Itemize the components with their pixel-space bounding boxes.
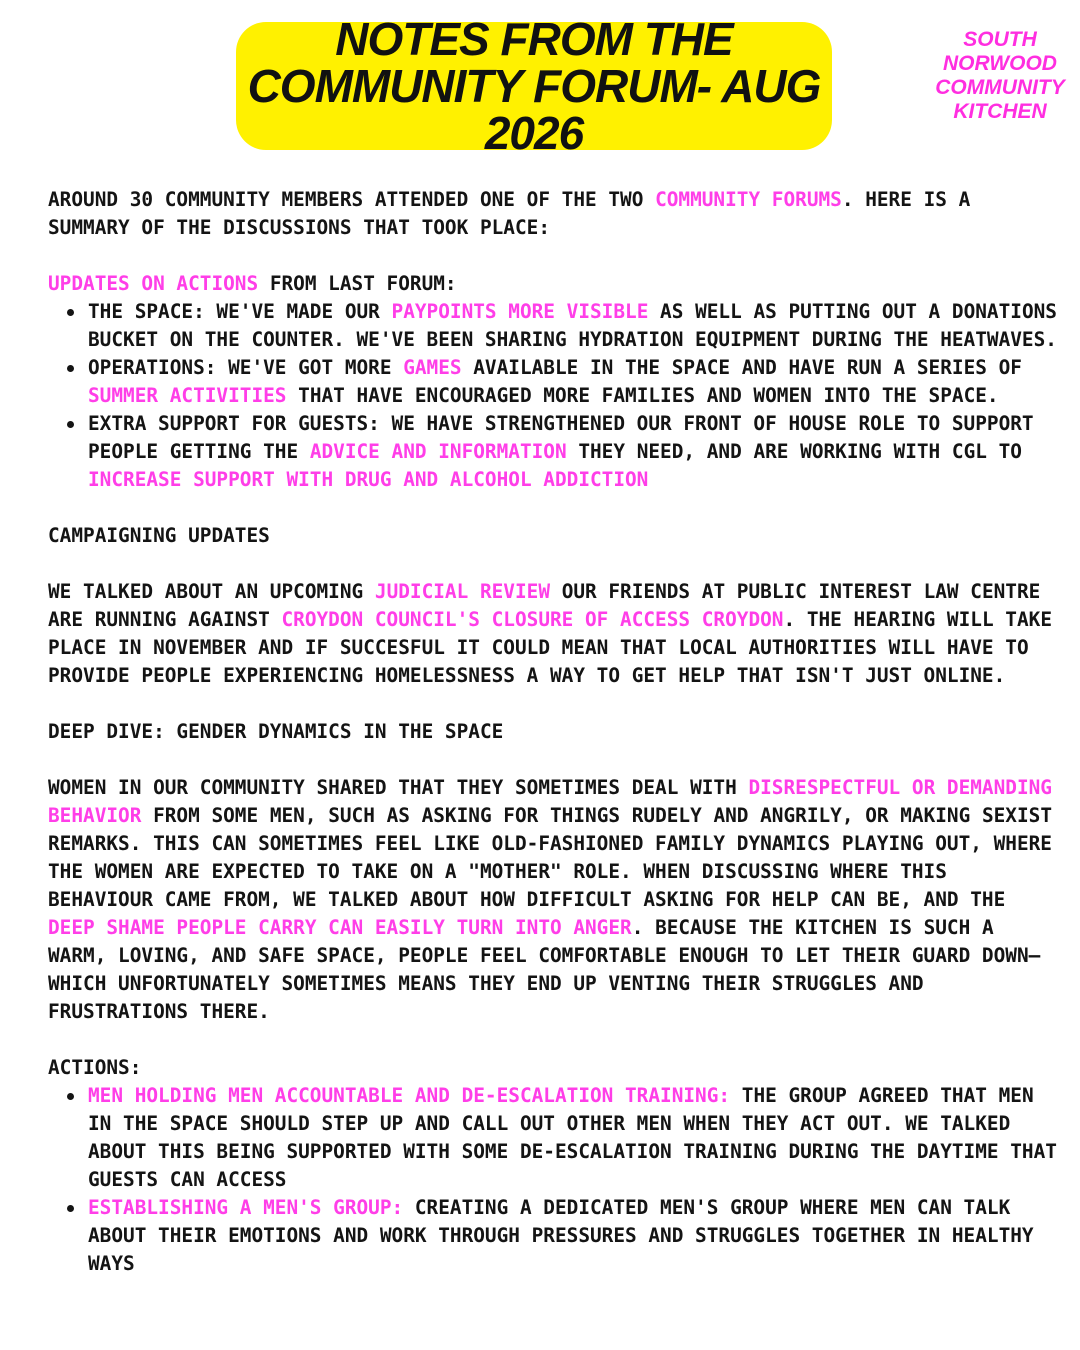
page-title: NOTES FROM THE COMMUNITY FORUM- AUG 2026 (247, 12, 821, 159)
bullet-icon (67, 365, 74, 372)
title-badge (236, 12, 832, 159)
org-logo-text (920, 28, 1080, 124)
highlight-text: ESTABLISHING A MEN'S GROUP: (88, 1196, 404, 1219)
text-run: CREATING A DEDICATED MEN'S GROUP WHERE MEN CAN TALK ABOUT THEIR EMOTIONS AND WORK THROUGH PRESSURES AND STRUGGLES TOGETHER IN HEALTHY WAYS (88, 1196, 1034, 1275)
list-item (88, 1082, 1058, 1194)
intro-paragraph (48, 186, 1058, 242)
highlight-text: INCREASE SUPPORT WITH DRUG AND ALCOHOL ADDICTION (88, 468, 649, 491)
updates-list (48, 298, 1058, 494)
text-run: WE TALKED ABOUT AN UPCOMING (48, 580, 375, 603)
campaigning-heading: CAMPAIGNING UPDATES (48, 524, 270, 547)
org-line: NORWOOD (943, 52, 1057, 75)
text-run: . BECAUSE THE KITCHEN IS SUCH A WARM, LOVING, AND SAFE SPACE, PEOPLE FEEL COMFORTABLE ENOUGH TO LET THEIR GUARD DOWN—WHICH UNFORTUNATELY SOMETIMES MEANS THEY END UP VENTING THEIR STRUGGLES AND FRUSTRATIONS THERE. (48, 916, 1041, 1023)
text-run: . HERE IS A SUMMARY OF THE DISCUSSIONS THAT TOOK PLACE: (48, 188, 971, 239)
text-run: EXTRA SUPPORT FOR GUESTS: WE HAVE STRENGTHENED OUR FRONT OF HOUSE ROLE TO SUPPORT PEOPLE GETTING THE (88, 412, 1034, 463)
notes-body (48, 186, 1058, 1278)
list-item (88, 354, 1058, 410)
list-item (88, 410, 1058, 494)
text-run: . THE HEARING WILL TAKE PLACE IN NOVEMBER AND IF SUCCESFUL IT COULD MEAN THAT LOCAL AUTHORITIES WILL HAVE TO PROVIDE PEOPLE EXPERIENCING HOMELESSNESS A WAY TO GET HELP THAT ISN'T JUST ONLINE. (48, 608, 1052, 687)
text-run: THAT HAVE ENCOURAGED MORE FAMILIES AND WOMEN INTO THE SPACE. (286, 384, 999, 407)
campaigning-paragraph (48, 578, 1058, 690)
deep-dive-heading: DEEP DIVE: GENDER DYNAMICS IN THE SPACE (48, 720, 504, 743)
highlight-text: DISRESPECTFUL OR DEMANDING BEHAVIOR (48, 776, 1052, 827)
highlight-text: ADVICE AND INFORMATION (309, 440, 567, 463)
actions-list (48, 1082, 1058, 1278)
org-line: SOUTH (963, 28, 1037, 51)
updates-heading (48, 270, 1058, 298)
text-run: OUR FRIENDS AT PUBLIC INTEREST LAW CENTRE ARE RUNNING AGAINST (48, 580, 1041, 631)
highlight-text: JUDICIAL REVIEW (374, 580, 551, 603)
bullet-icon (67, 421, 74, 428)
highlight-text: PAYPOINTS MORE VISIBLE (391, 300, 649, 323)
highlight-text: DEEP SHAME PEOPLE CARRY CAN EASILY TURN INTO ANGER (48, 916, 632, 939)
text-run: FROM SOME MEN, SUCH AS ASKING FOR THINGS RUDELY AND ANGRILY, OR MAKING SEXIST REMARKS. THIS CAN SOMETIMES FEEL LIKE OLD-FASHIONED FAMILY DYNAMICS PLAYING OUT, WHERE THE WOMEN ARE EXPECTED TO TAKE ON A "MOTHER" ROLE. WHEN DISCUSSING WHERE THIS BEHAVIOUR CAME FROM, WE TALKED ABOUT HOW DIFFICULT ASKING FOR HELP CAN BE, AND THE (48, 804, 1052, 911)
bullet-icon (67, 1093, 74, 1100)
org-line: COMMUNITY (935, 76, 1065, 99)
bullet-icon (67, 309, 74, 316)
text-run: OPERATIONS: WE'VE GOT MORE (88, 356, 404, 379)
list-item (88, 1194, 1058, 1278)
text-run: FROM LAST FORUM: (258, 272, 457, 295)
text-run: AROUND 30 COMMUNITY MEMBERS ATTENDED ONE OF THE TWO (48, 188, 656, 211)
text-run: AVAILABLE IN THE SPACE AND HAVE RUN A SERIES OF (461, 356, 1022, 379)
text-run: WOMEN IN OUR COMMUNITY SHARED THAT THEY SOMETIMES DEAL WITH (48, 776, 749, 799)
list-item (88, 298, 1058, 354)
highlight-text: SUMMER ACTIVITIES (88, 384, 287, 407)
highlight-text: GAMES (403, 356, 462, 379)
highlight-text: UPDATES ON ACTIONS (48, 272, 259, 295)
text-run: THEY NEED, AND ARE WORKING WITH CGL TO (566, 440, 1022, 463)
highlight-text: MEN HOLDING MEN ACCOUNTABLE AND DE-ESCALATION TRAINING: (88, 1084, 731, 1107)
text-run: AS WELL AS PUTTING OUT A DONATIONS BUCKET ON THE COUNTER. WE'VE BEEN SHARING HYDRATION EQUIPMENT DURING THE HEATWAVES. (88, 300, 1057, 351)
deep-dive-paragraph (48, 774, 1058, 1026)
highlight-text: COMMUNITY FORUMS (655, 188, 842, 211)
text-run: THE SPACE: WE'VE MADE OUR (88, 300, 392, 323)
text-run: THE GROUP AGREED THAT MEN IN THE SPACE SHOULD STEP UP AND CALL OUT OTHER MEN WHEN THEY ACT OUT. WE TALKED ABOUT THIS BEING SUPPORTED WITH SOME DE-ESCALATION TRAINING DURING THE DAYTIME THAT GUESTS CAN ACCESS (88, 1084, 1057, 1191)
highlight-text: CROYDON COUNCIL'S CLOSURE OF ACCESS CROYDON (281, 608, 784, 631)
org-line: KITCHEN (953, 100, 1047, 123)
actions-heading: ACTIONS: (48, 1056, 142, 1079)
bullet-icon (67, 1205, 74, 1212)
